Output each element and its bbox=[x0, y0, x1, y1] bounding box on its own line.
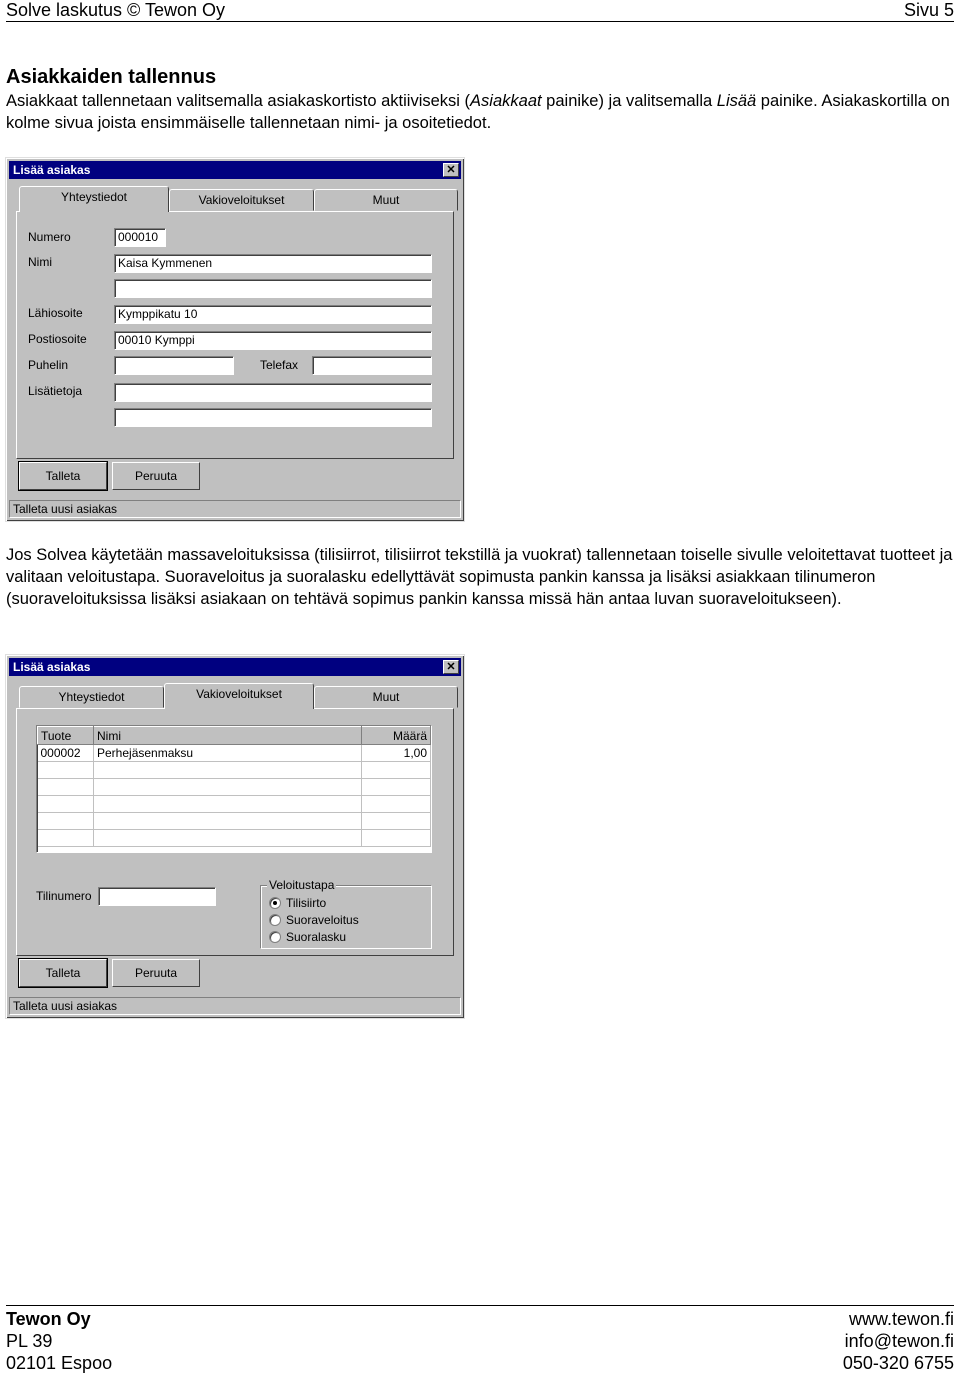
tab-vakioveloitukset[interactable]: Vakioveloitukset bbox=[169, 189, 314, 211]
label-lahiosoite: Lähiosoite bbox=[28, 306, 83, 320]
lisatietoja2-field[interactable] bbox=[114, 408, 432, 427]
nimi-field[interactable]: Kaisa Kymmenen bbox=[114, 254, 432, 273]
dialog-title: Lisää asiakas bbox=[13, 660, 91, 674]
nimi2-field[interactable] bbox=[114, 279, 432, 298]
label-tilinumero: Tilinumero bbox=[36, 889, 92, 903]
label-postiosoite: Postiosoite bbox=[28, 332, 87, 346]
header-title: Solve laskutus © Tewon Oy bbox=[6, 0, 226, 20]
footer-contact bbox=[843, 1308, 954, 1374]
intro-paragraph: Asiakkaat tallennetaan valitsemalla asiakaskortisto aktiiviseksi (Asiakkaat painike) ja valitsemalla Lisää painike. Asiakaskortilla on kolme sivua joista ensimmäiselle tallennetaan nimi- ja osoitetiedot. bbox=[6, 92, 950, 132]
lahiosoite-field[interactable]: Kymppikatu 10 bbox=[114, 305, 432, 324]
footer-email: info@tewon.fi bbox=[844, 1331, 954, 1351]
add-customer-dialog-contact bbox=[5, 157, 465, 522]
cancel-button[interactable]: Peruuta bbox=[112, 959, 200, 987]
veloitustapa-legend: Veloitustapa bbox=[269, 878, 335, 892]
radio-icon[interactable] bbox=[269, 914, 281, 926]
numero-field[interactable]: 000010 bbox=[114, 228, 166, 247]
footer-phone: 050-320 6755 bbox=[842, 1353, 954, 1373]
footer-web: www.tewon.fi bbox=[848, 1309, 954, 1329]
cell-nimi[interactable]: Perhejäsenmaksu bbox=[94, 745, 362, 762]
cancel-button[interactable]: Peruuta bbox=[112, 462, 200, 490]
column-header-tuote[interactable]: Tuote bbox=[38, 727, 94, 745]
page-header bbox=[6, 0, 954, 22]
postiosoite-field[interactable]: 00010 Kymppi bbox=[114, 331, 432, 350]
label-nimi: Nimi bbox=[28, 255, 52, 269]
close-icon[interactable]: ✕ bbox=[443, 163, 459, 177]
tab-yhteystiedot[interactable]: Yhteystiedot bbox=[19, 186, 169, 212]
column-header-maara[interactable]: Määrä bbox=[362, 727, 431, 745]
close-icon[interactable]: ✕ bbox=[443, 660, 459, 674]
dialog-title: Lisää asiakas bbox=[13, 163, 91, 177]
footer-company: Tewon Oy bbox=[6, 1309, 91, 1329]
tab-muut[interactable]: Muut bbox=[314, 189, 458, 211]
radio-suoraveloitus[interactable]: Suoraveloitus bbox=[269, 912, 359, 928]
footer-city: 02101 Espoo bbox=[6, 1353, 113, 1373]
save-button[interactable]: Talleta bbox=[19, 959, 107, 987]
column-header-nimi[interactable]: Nimi bbox=[94, 727, 362, 745]
status-bar: Talleta uusi asiakas bbox=[9, 500, 461, 518]
page-number: Sivu 5 bbox=[903, 0, 954, 20]
radio-icon[interactable] bbox=[269, 931, 281, 943]
tab-muut[interactable]: Muut bbox=[314, 686, 458, 708]
add-customer-dialog-charges bbox=[5, 654, 465, 1019]
table-row[interactable] bbox=[38, 830, 431, 847]
label-numero: Numero bbox=[28, 230, 71, 244]
dialog-titlebar bbox=[9, 658, 461, 676]
save-button[interactable]: Talleta bbox=[19, 462, 107, 490]
label-telefax: Telefax bbox=[260, 358, 299, 372]
section-title: Asiakkaiden tallennus bbox=[6, 66, 217, 88]
table-row[interactable] bbox=[38, 813, 431, 830]
table-row[interactable] bbox=[38, 779, 431, 796]
radio-tilisiirto[interactable]: Tilisiirto bbox=[269, 895, 326, 911]
radio-selected-icon[interactable] bbox=[269, 897, 281, 909]
tab-yhteystiedot[interactable]: Yhteystiedot bbox=[19, 686, 164, 708]
footer-address bbox=[6, 1308, 112, 1374]
puhelin-field[interactable] bbox=[114, 356, 234, 375]
status-bar: Talleta uusi asiakas bbox=[9, 997, 461, 1015]
charges-grid[interactable] bbox=[36, 725, 432, 853]
table-row[interactable] bbox=[38, 762, 431, 779]
radio-suoralasku[interactable]: Suoralasku bbox=[269, 929, 346, 945]
tilinumero-field[interactable] bbox=[98, 887, 216, 906]
tab-vakioveloitukset[interactable]: Vakioveloitukset bbox=[164, 683, 314, 709]
page-footer bbox=[6, 1305, 954, 1373]
footer-po-box: PL 39 bbox=[6, 1331, 53, 1351]
lisatietoja1-field[interactable] bbox=[114, 383, 432, 402]
cell-maara[interactable]: 1,00 bbox=[362, 745, 431, 762]
veloitustapa-group bbox=[260, 878, 432, 949]
cell-tuote[interactable]: 000002 bbox=[38, 745, 94, 762]
mass-billing-paragraph: Jos Solvea käytetään massaveloituksissa (tilisiirrot, tilisiirrot tekstillä ja vuokrat) tallennetaan toiselle sivulle veloitettavat tuotteet ja valitaan veloitustapa. Suoraveloitus ja suoralasku edellyttävät sopimusta pankin kanssa ja lisäksi asiakkaan tilinumeron (suoraveloituksissa lisäksi asiakaan on tehtävä sopimus pankin kanssa missä hän antaa luvan suoraveloitukseen). bbox=[6, 546, 953, 608]
label-puhelin: Puhelin bbox=[28, 358, 69, 372]
dialog-titlebar bbox=[9, 161, 461, 179]
telefax-field[interactable] bbox=[312, 356, 432, 375]
table-row[interactable] bbox=[38, 796, 431, 813]
label-lisatietoja: Lisätietoja bbox=[28, 384, 83, 398]
table-row[interactable] bbox=[38, 745, 431, 762]
